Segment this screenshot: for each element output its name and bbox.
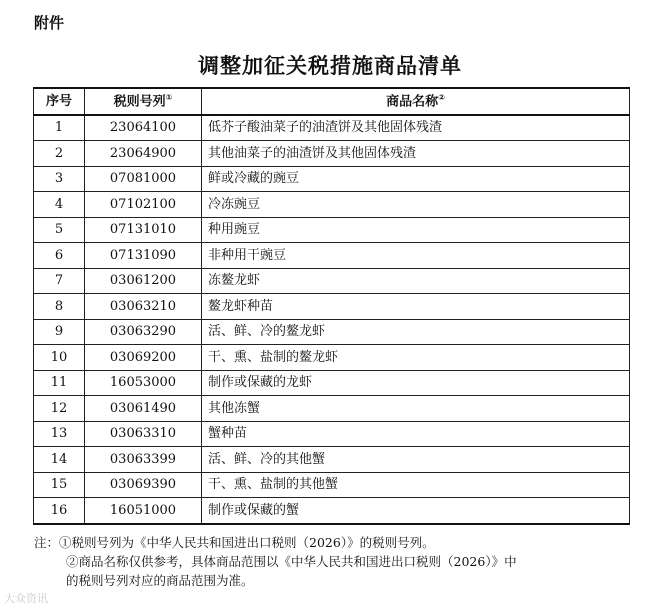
cell-name: 低芥子酸油菜子的油渣饼及其他固体残渣 bbox=[202, 115, 630, 141]
table-row bbox=[34, 421, 630, 447]
table-row bbox=[34, 243, 630, 269]
table-row bbox=[34, 472, 630, 498]
header-code-footnote-mark: ① bbox=[165, 93, 173, 103]
cell-name: 其他油菜子的油渣饼及其他固体残渣 bbox=[202, 141, 630, 167]
cell-seq: 4 bbox=[34, 192, 85, 218]
watermark: 大众资讯 bbox=[4, 592, 48, 605]
cell-code: 03069390 bbox=[85, 472, 202, 498]
cell-name: 鳌龙虾种苗 bbox=[202, 294, 630, 320]
cell-code: 03063210 bbox=[85, 294, 202, 320]
cell-seq: 6 bbox=[34, 243, 85, 269]
cell-code: 23064900 bbox=[85, 141, 202, 167]
cell-seq: 1 bbox=[34, 115, 85, 141]
cell-code: 03063310 bbox=[85, 421, 202, 447]
table-row bbox=[34, 396, 630, 422]
goods-table bbox=[33, 87, 630, 525]
cell-code: 03063290 bbox=[85, 319, 202, 345]
cell-code: 07081000 bbox=[85, 166, 202, 192]
cell-seq: 2 bbox=[34, 141, 85, 167]
cell-name: 冻鳌龙虾 bbox=[202, 268, 630, 294]
cell-code: 03063399 bbox=[85, 447, 202, 473]
header-name-label: 商品名称 bbox=[386, 94, 439, 110]
cell-code: 23064100 bbox=[85, 115, 202, 141]
cell-code: 16051000 bbox=[85, 498, 202, 524]
header-code bbox=[85, 88, 202, 115]
footnote-2-continued: 的税则号列对应的商品范围为准。 bbox=[66, 573, 254, 588]
cell-name: 干、熏、盐制的鳌龙虾 bbox=[202, 345, 630, 371]
cell-seq: 15 bbox=[34, 472, 85, 498]
footnote-2: ②商品名称仅供参考，具体商品范围以《中华人民共和国进出口税则（2026）》中 bbox=[66, 554, 517, 569]
footnote-prefix: 注： bbox=[34, 535, 60, 550]
footnote-1 bbox=[34, 533, 634, 552]
cell-seq: 16 bbox=[34, 498, 85, 524]
cell-code: 07131010 bbox=[85, 217, 202, 243]
cell-name: 活、鲜、冷的其他蟹 bbox=[202, 447, 630, 473]
cell-code: 07102100 bbox=[85, 192, 202, 218]
page-title: 调整加征关税措施商品清单 bbox=[198, 54, 462, 78]
cell-name: 种用豌豆 bbox=[202, 217, 630, 243]
table-row bbox=[34, 294, 630, 320]
header-code-label: 税则号列 bbox=[113, 94, 166, 110]
table-row bbox=[34, 498, 630, 524]
table-row bbox=[34, 345, 630, 371]
cell-code: 03061490 bbox=[85, 396, 202, 422]
header-name bbox=[202, 88, 630, 115]
cell-seq: 13 bbox=[34, 421, 85, 447]
header-name-footnote-mark: ② bbox=[438, 93, 445, 103]
cell-name: 其他冻蟹 bbox=[202, 396, 630, 422]
footnote-1-text: ①税则号列为《中华人民共和国进出口税则（2026）》的税则号列。 bbox=[59, 535, 435, 550]
cell-seq: 5 bbox=[34, 217, 85, 243]
cell-name: 活、鲜、冷的鳌龙虾 bbox=[202, 319, 630, 345]
cell-seq: 3 bbox=[34, 166, 85, 192]
cell-name: 冷冻豌豆 bbox=[202, 192, 630, 218]
cell-seq: 9 bbox=[34, 319, 85, 345]
table-row bbox=[34, 141, 630, 167]
table-row bbox=[34, 268, 630, 294]
cell-name: 干、熏、盐制的其他蟹 bbox=[202, 472, 630, 498]
cell-seq: 12 bbox=[34, 396, 85, 422]
table-row bbox=[34, 370, 630, 396]
cell-name: 蟹种苗 bbox=[202, 421, 630, 447]
attachment-label: 附件 bbox=[34, 14, 65, 32]
table-row bbox=[34, 217, 630, 243]
cell-seq: 14 bbox=[34, 447, 85, 473]
cell-code: 16053000 bbox=[85, 370, 202, 396]
table-row bbox=[34, 192, 630, 218]
table-row bbox=[34, 319, 630, 345]
table-header-row bbox=[34, 88, 630, 115]
cell-code: 03061200 bbox=[85, 268, 202, 294]
cell-name: 制作或保藏的蟹 bbox=[202, 498, 630, 524]
footnotes bbox=[34, 533, 634, 590]
cell-code: 07131090 bbox=[85, 243, 202, 269]
header-seq bbox=[34, 88, 85, 115]
cell-name: 制作或保藏的龙虾 bbox=[202, 370, 630, 396]
cell-seq: 11 bbox=[34, 370, 85, 396]
cell-seq: 7 bbox=[34, 268, 85, 294]
cell-name: 鲜或冷藏的豌豆 bbox=[202, 166, 630, 192]
table-row bbox=[34, 166, 630, 192]
header-seq-label: 序号 bbox=[45, 93, 72, 109]
table-row bbox=[34, 115, 630, 141]
cell-name: 非种用干豌豆 bbox=[202, 243, 630, 269]
table-row bbox=[34, 447, 630, 473]
cell-code: 03069200 bbox=[85, 345, 202, 371]
cell-seq: 8 bbox=[34, 294, 85, 320]
cell-seq: 10 bbox=[34, 345, 85, 371]
